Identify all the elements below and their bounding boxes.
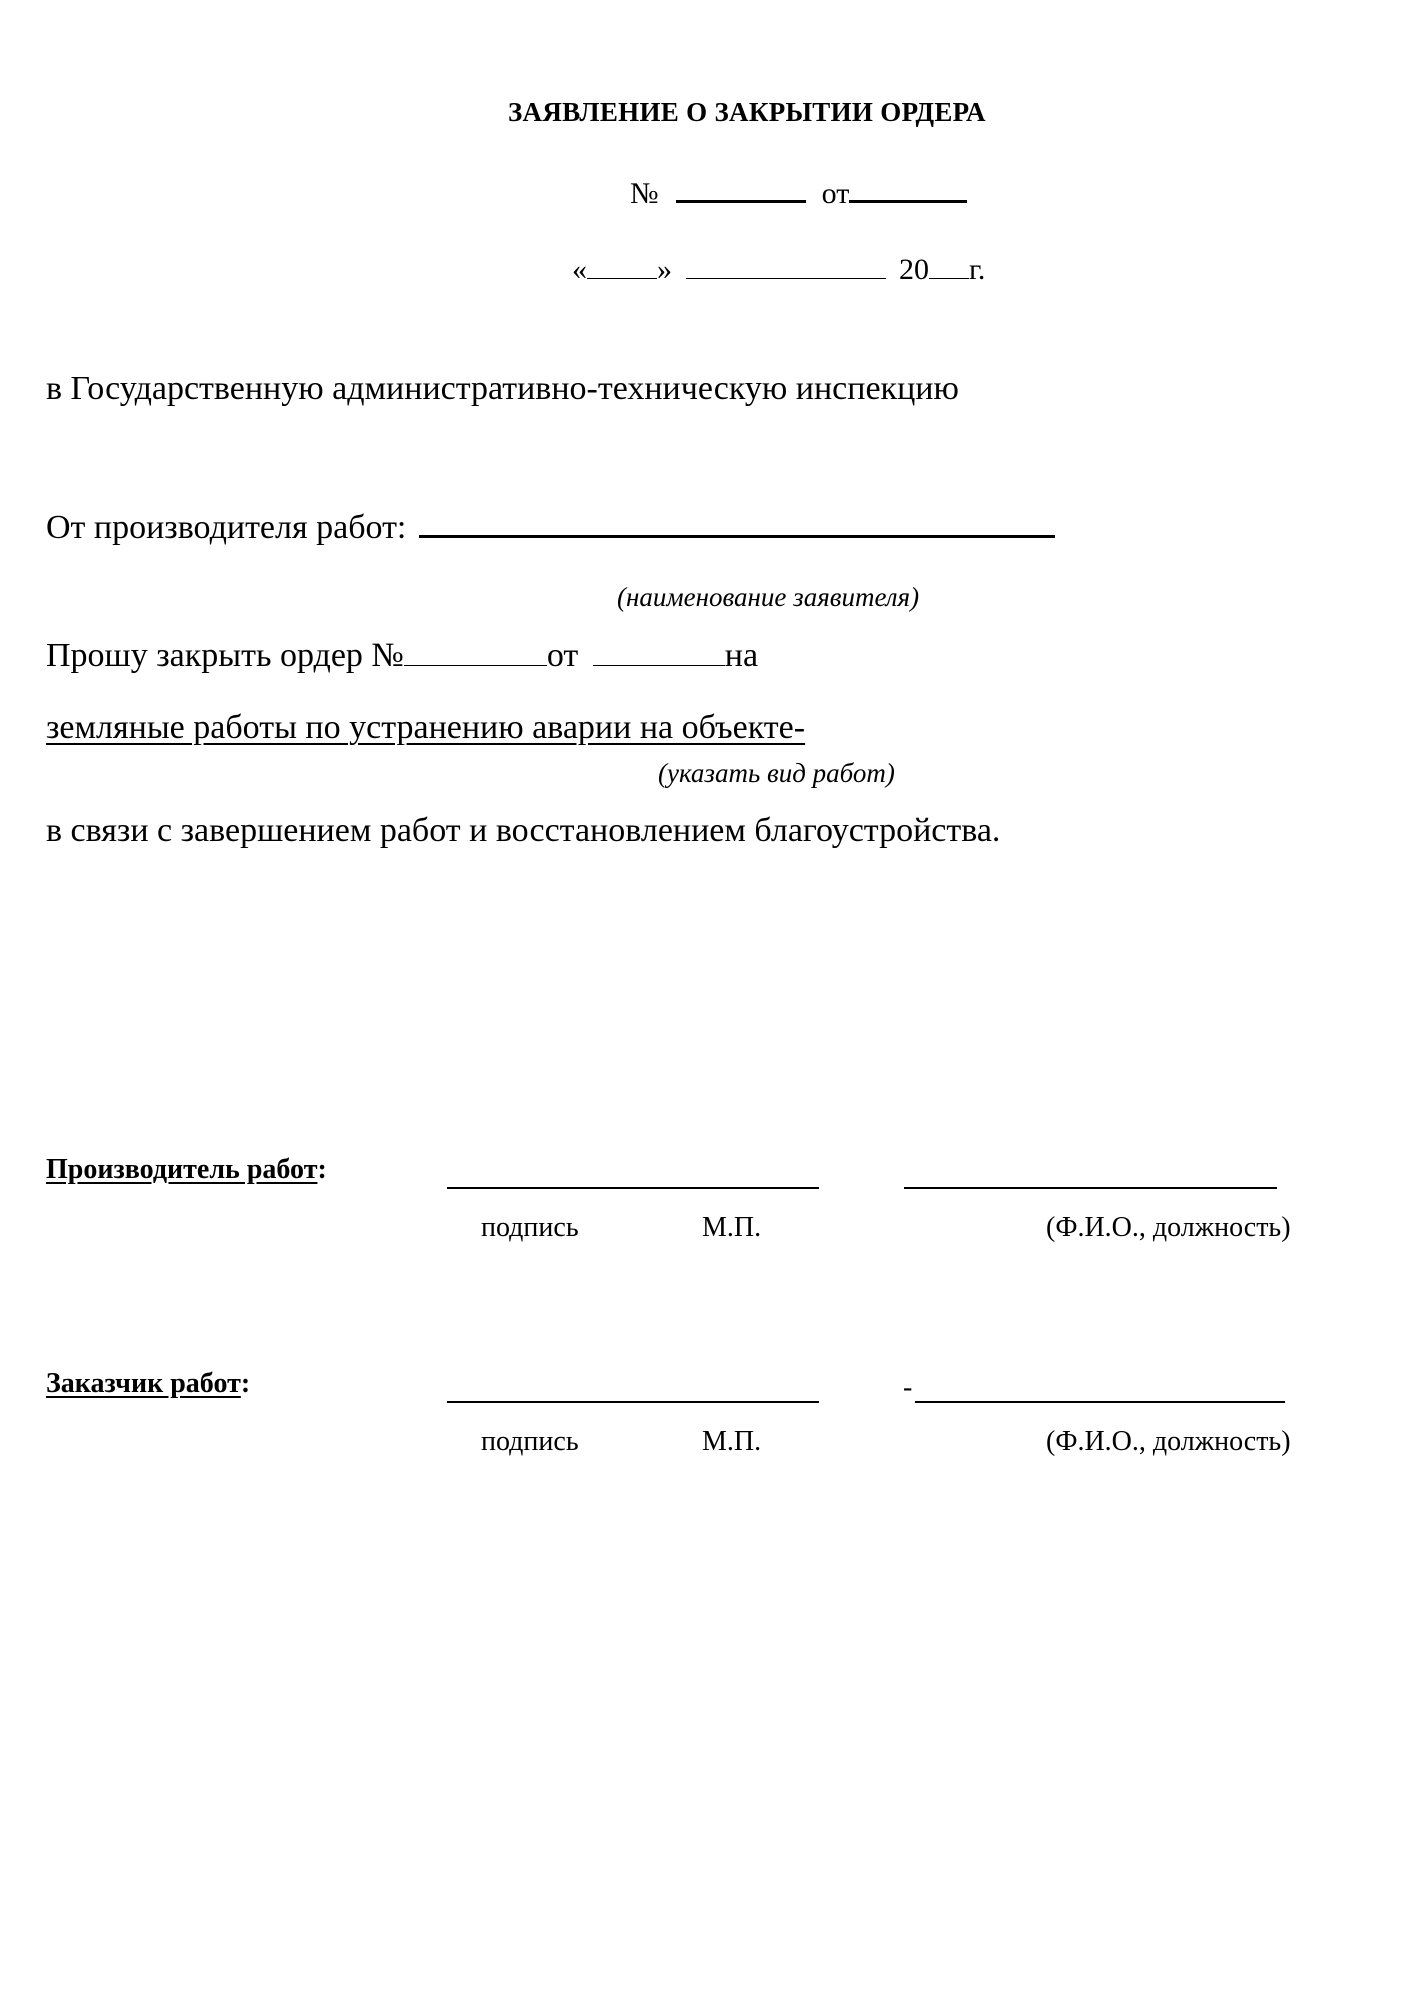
- contractor-signature-caption: подпись: [481, 1212, 579, 1243]
- order-number-blank[interactable]: [676, 172, 806, 203]
- request-order-number-blank[interactable]: [404, 635, 547, 666]
- year-suffix: г.: [969, 253, 986, 286]
- month-blank[interactable]: [686, 252, 886, 279]
- customer-label-colon: :: [240, 1368, 251, 1399]
- request-prefix: Прошу закрыть ордер №: [46, 637, 404, 674]
- request-date-blank[interactable]: [593, 635, 725, 666]
- year-blank[interactable]: [929, 252, 969, 279]
- open-quote: «: [572, 253, 587, 286]
- contractor-name-line[interactable]: [904, 1187, 1277, 1189]
- work-type-line: [46, 709, 805, 747]
- reason-line: в связи с завершением работ и восстановлением благоустройства.: [46, 812, 1001, 849]
- applicant-label: От производителя работ:: [46, 509, 407, 546]
- close-quote: »: [657, 253, 672, 286]
- applicant-name-blank[interactable]: [419, 505, 1055, 538]
- number-sign: №: [630, 177, 659, 210]
- work-type-value[interactable]: земляные работы по устранению аварии на объекте-: [46, 709, 806, 746]
- contractor-signature-label: [46, 1154, 327, 1186]
- customer-stamp-caption: М.П.: [702, 1426, 762, 1457]
- applicant-line: [46, 505, 1055, 547]
- request-from-label: от: [546, 637, 579, 674]
- customer-dash: -: [903, 1372, 913, 1403]
- contractor-signature-line[interactable]: [447, 1187, 819, 1189]
- contractor-stamp-caption: М.П.: [702, 1212, 762, 1243]
- work-type-caption: (указать вид работ): [658, 758, 895, 788]
- order-date-blank[interactable]: [849, 172, 967, 203]
- customer-label-text: Заказчик работ: [46, 1368, 241, 1399]
- customer-signature-caption: подпись: [481, 1426, 579, 1457]
- day-blank[interactable]: [587, 252, 657, 279]
- customer-signature-line[interactable]: [447, 1401, 819, 1403]
- customer-name-line[interactable]: [915, 1401, 1285, 1403]
- addressee-line: в Государственную административно-техническую инспекцию: [46, 370, 959, 407]
- contractor-label-text: Производитель работ: [46, 1154, 318, 1185]
- applicant-caption: (наименование заявителя): [617, 582, 920, 612]
- number-from-label: от: [821, 177, 850, 210]
- request-line: [46, 635, 758, 675]
- customer-name-caption: (Ф.И.О., должность): [1046, 1426, 1291, 1457]
- contractor-name-caption: (Ф.И.О., должность): [1046, 1212, 1291, 1243]
- request-on-label: на: [724, 637, 759, 674]
- customer-signature-label: [46, 1368, 250, 1400]
- year-prefix: 20: [899, 253, 929, 286]
- date-line: [572, 252, 985, 287]
- contractor-label-colon: :: [317, 1154, 327, 1185]
- document-title: ЗАЯВЛЕНИЕ О ЗАКРЫТИИ ОРДЕРА: [508, 97, 986, 127]
- order-number-line: [630, 172, 967, 211]
